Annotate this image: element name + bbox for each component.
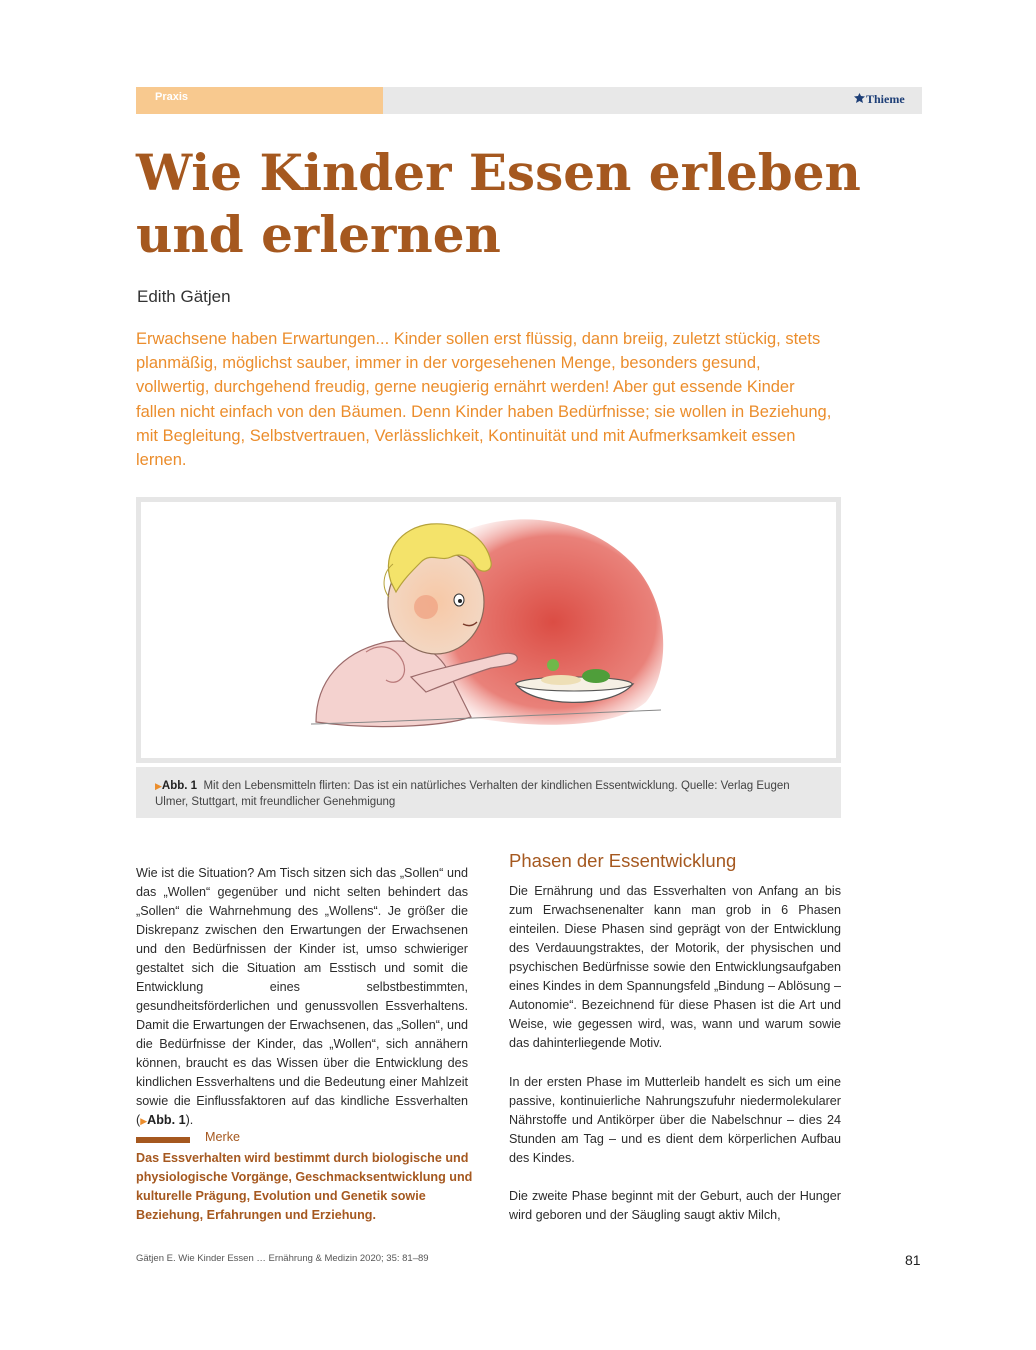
body-paragraph-left-text: Wie ist die Situation? Am Tisch sitzen sich das „Sollen“ und das „Wollen“ gegenüber und nicht selten behindert das „Sollen“ die Wahrnehmung des „Wollens“. Je größer die Diskrepanz zwischen den Erwartungen der Erwachsenen und den Bedürfnissen der Kinder ist, umso schwieriger gestaltet sich die Situation am Esstisch und somit die Entwicklung eines selbstbestimmten, gesundheitsförderlichen und genussvollen Essverhaltens. Damit die Erwartungen der Erwachsenen, das „Sollen“, und die Bedürfnisse der Kinder, das „Wollen“, sich annähern können, braucht es das Wissen über die Entwicklung des kindlichen Essverhaltens und die Bedeutung einer Mahlzeit sowie die Einflussfaktoren auf das kindliche Essverhalten ( [136,866,468,1127]
child-eating-illustration [141,502,836,758]
merke-label: Merke [205,1130,240,1144]
merke-accent-bar [136,1137,190,1143]
body-paragraph-left-end: ). [185,1113,194,1127]
figure-label: Abb. 1 [161,780,198,792]
reference-arrow-icon: ▶ [140,1116,148,1126]
body-paragraph-right-3: Die zweite Phase beginnt mit der Geburt, auch der Hunger wird geboren und der Säugling saugt aktiv Milch, [509,1189,841,1222]
article-title: Wie Kinder Essen erleben und erlernen [136,143,861,264]
caption-arrow-icon: ▶ [155,781,162,791]
body-paragraph-right-1: Die Ernährung und das Essverhalten von Anfang an bis zum Erwachsenenalter kann man grob in 6 Phasen einteilen. Diese Phasen sind geprägt von der Entwicklung des Verdauungstraktes, der Motorik, der physischen und psychischen Bedürfnisse sowie den Entwicklungsaufgaben eines Kindes in dem Spannungsfeld „Bindung – Ablösung – Autonomie“. Bezeichnend für diese Phasen ist die Art und Weise, wie gegessen wird, was, wann und warum sowie das dahinterliegende Motiv. [509,884,841,1050]
body-paragraph-left [136,864,468,1131]
footer-citation: Gätjen E. Wie Kinder Essen … Ernährung & Medizin 2020; 35: 81–89 [136,1253,429,1264]
publisher-brand-label: Thieme [866,92,905,106]
body-paragraph-right-2: In der ersten Phase im Mutterleib handelt es sich um eine passive, kontinuierliche Nahrungszufuhr niedermolekularer Nährstoffe und Antikörper über die Nabelschnur – dies 24 Stunden am Tag – und es dient dem körperlichen Aufbau des Kindes. [509,1075,841,1165]
publisher-brand[interactable] [854,92,905,107]
figure-caption-text: Mit den Lebensmitteln flirten: Das ist ein natürliches Verhalten der kindlichen Essentwicklung. Quelle: Verlag Eugen Ulmer, Stuttgart, mit freundlicher Genehmigung [155,780,790,808]
thieme-logo-icon [854,93,865,105]
figure-caption [155,778,825,810]
article-author: Edith Gätjen [137,287,231,306]
article-lead: Erwachsene haben Erwartungen... Kinder sollen erst flüssig, dann breiig, zuletzt stückig, stets planmäßig, möglichst sauber, immer in der vorgesehenen Menge, besonders gesund, vollwertig, durchgehend freudig, gerne neugierig ernährt werden! Aber gut essende Kinder fallen nicht einfach von den Bäumen. Denn Kinder haben Bedürfnisse; sie wollen in Beziehung, mit Begleitung, Selbstvertrauen, Verlässlichkeit, Kontinuität und mit Aufmerksamkeit essen lernen. [136,330,832,470]
header-section-label: Praxis [155,91,189,103]
header-band [383,87,922,114]
figure-illustration [141,502,836,758]
page-number: 81 [905,1252,921,1268]
section-heading: Phasen der Essentwicklung [509,850,737,871]
figure-reference-link[interactable]: Abb. 1 [147,1113,186,1127]
merke-text: Das Essverhalten wird bestimmt durch biologische und physiologische Vorgänge, Geschmacksentwicklung und kulturelle Prägung, Evolution und Genetik sowie Beziehung, Erfahrungen und Erziehung. [136,1151,473,1222]
